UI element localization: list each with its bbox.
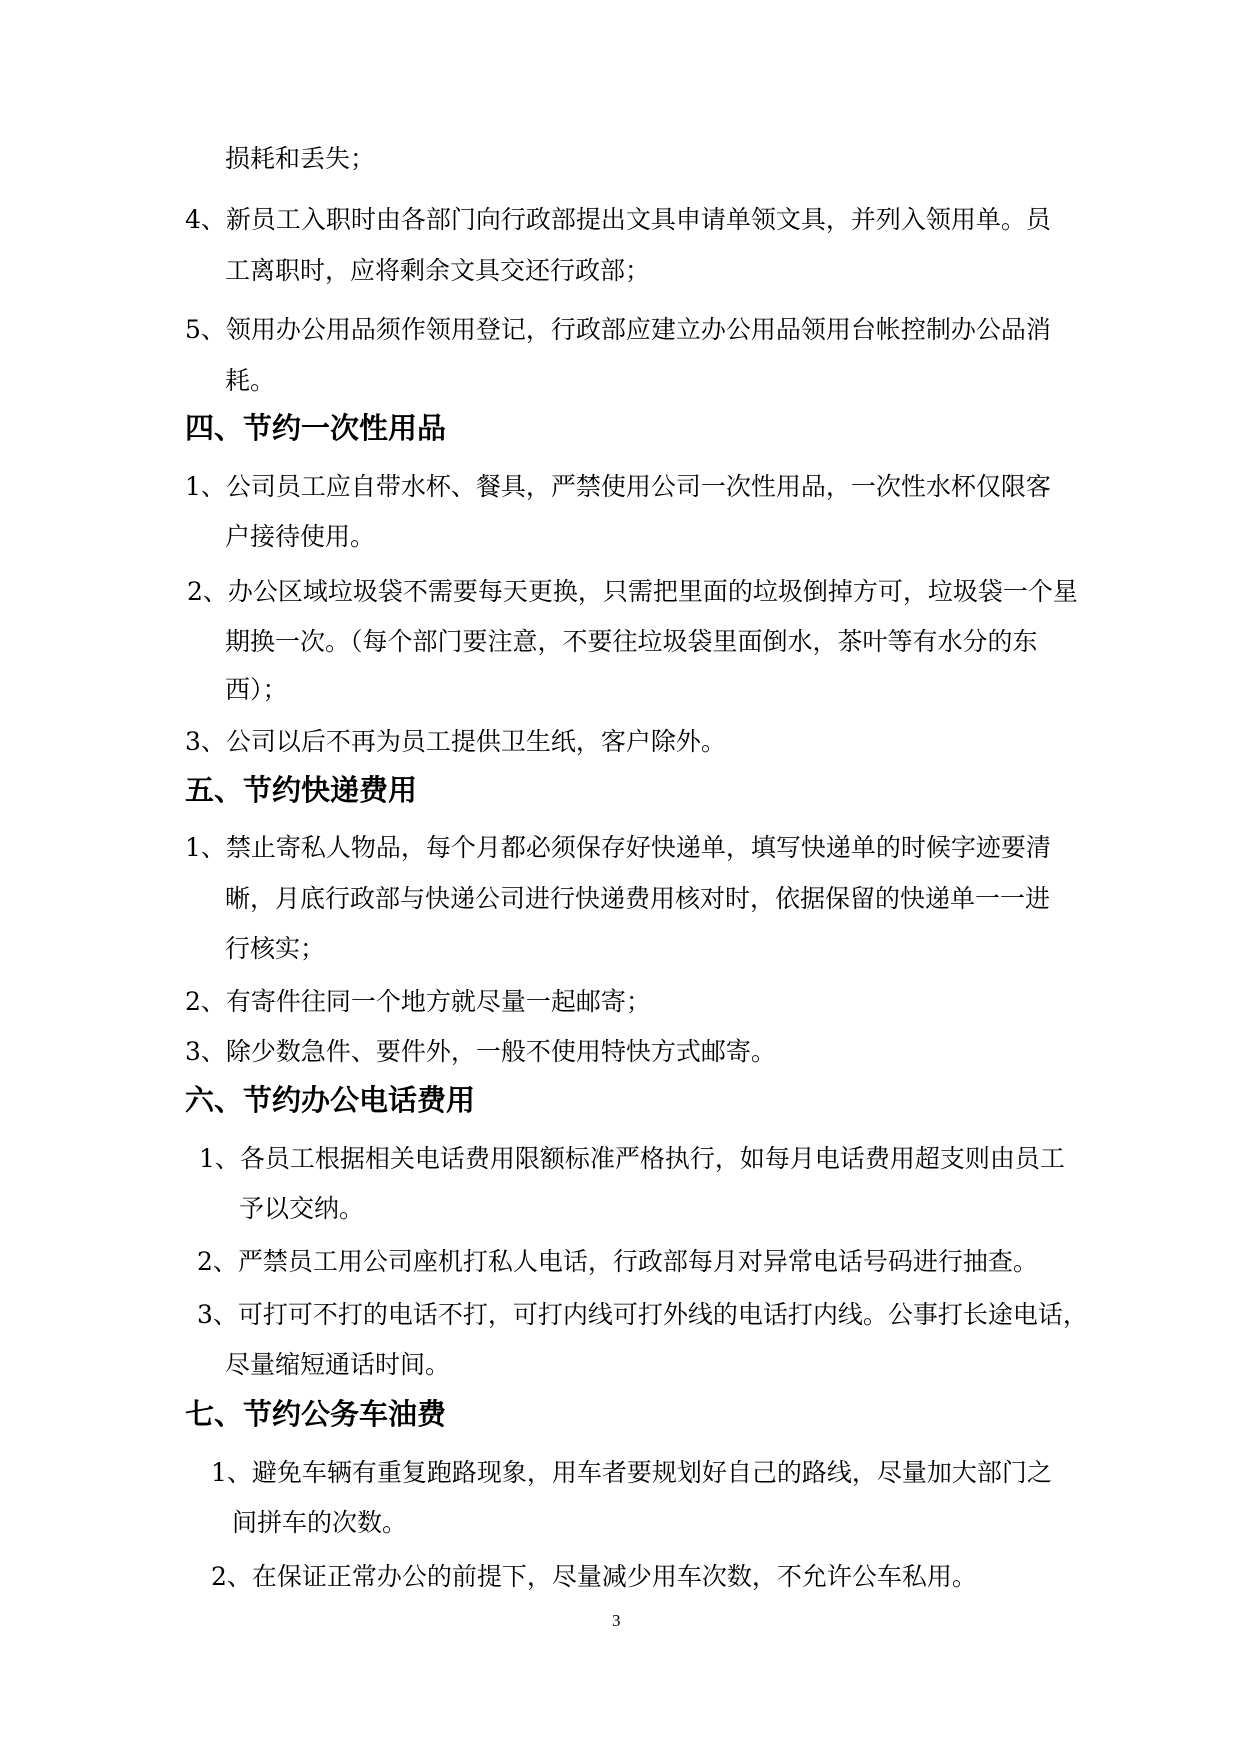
section-heading: 四、节约一次性用品 [185, 411, 447, 445]
section-heading: 五、节约快递费用 [185, 773, 418, 807]
text-line: 3、公司以后不再为员工提供卫生纸，客户除外。 [185, 727, 726, 756]
text-line: 间拼车的次数。 [232, 1508, 408, 1537]
text-line: 1、各员工根据相关电话费用限额标准严格执行，如每月电话费用超支则由员工 [199, 1144, 1065, 1173]
text-line: 予以交纳。 [239, 1194, 365, 1223]
text-line: 1、禁止寄私人物品，每个月都必须保存好快递单，填写快递单的时候字迹要清 [185, 833, 1051, 862]
text-line: 工离职时，应将剩余文具交还行政部； [225, 256, 651, 285]
text-line: 2、有寄件往同一个地方就尽量一起邮寄； [185, 987, 651, 1016]
text-line: 1、避免车辆有重复跑路现象，用车者要规划好自己的路线，尽量加大部门之 [211, 1458, 1052, 1487]
text-line: 2、办公区域垃圾袋不需要每天更换，只需把里面的垃圾倒掉方可，垃圾袋一个星 [187, 577, 1078, 606]
text-line: 3、可打可不打的电话不打，可打内线可打外线的电话打内线。公事打长途电话， [197, 1300, 1088, 1329]
text-line: 损耗和丢失； [225, 144, 376, 173]
text-line: 耗。 [225, 366, 276, 395]
text-line: 2、在保证正常办公的前提下，尽量减少用车次数，不允许公车私用。 [211, 1562, 977, 1591]
page-number: 3 [612, 1611, 621, 1630]
text-line: 期换一次。（每个部门要注意，不要往垃圾袋里面倒水，茶叶等有水分的东 [225, 627, 1038, 656]
section-heading: 七、节约公务车油费 [185, 1397, 447, 1431]
section-heading: 六、节约办公电话费用 [185, 1083, 476, 1117]
text-line: 3、除少数急件、要件外，一般不使用特快方式邮寄。 [185, 1037, 776, 1066]
text-line: 尽量缩短通话时间。 [225, 1350, 451, 1379]
text-line: 晰，月底行政部与快递公司进行快递费用核对时，依据保留的快递单一一进 [225, 884, 1051, 913]
text-line: 4、新员工入职时由各部门向行政部提出文具申请单领文具，并列入领用单。员 [185, 205, 1051, 234]
text-line: 行核实； [225, 934, 326, 963]
text-line: 户接待使用。 [225, 522, 376, 551]
text-line: 2、严禁员工用公司座机打私人电话，行政部每月对异常电话号码进行抽查。 [197, 1247, 1038, 1276]
text-line: 1、公司员工应自带水杯、餐具，严禁使用公司一次性用品，一次性水杯仅限客 [185, 472, 1051, 501]
text-line: 5、领用办公用品须作领用登记，行政部应建立办公用品领用台帐控制办公品消 [185, 315, 1051, 344]
text-line: 西）； [225, 675, 288, 704]
